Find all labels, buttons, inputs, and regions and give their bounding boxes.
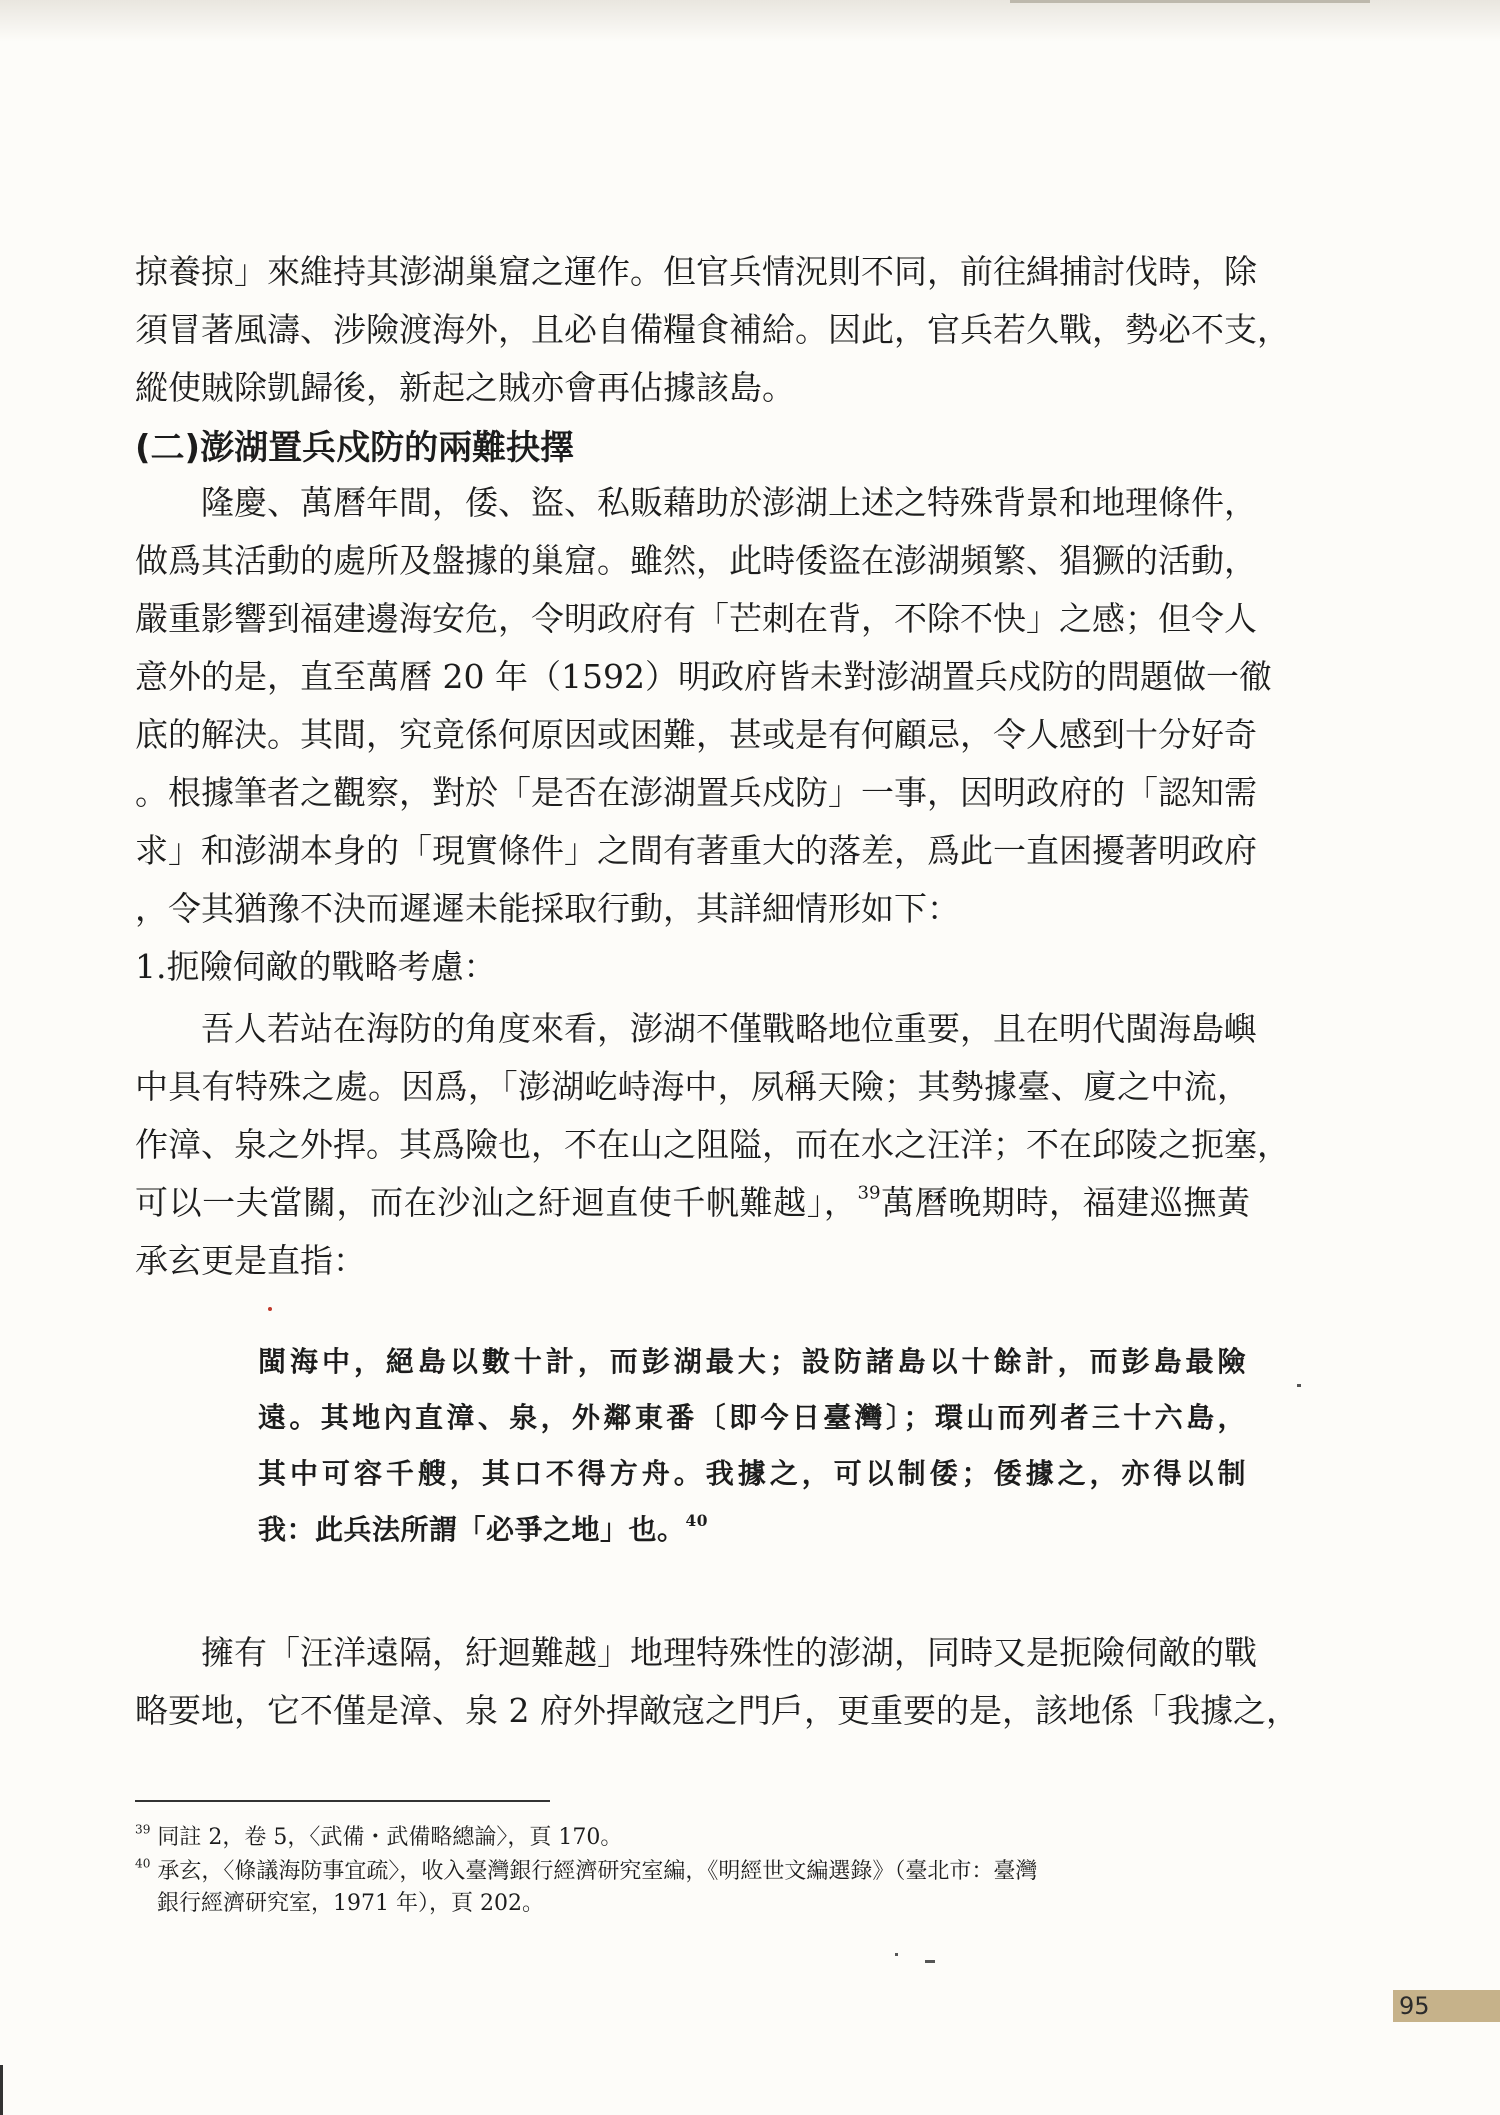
quote-segment: 我：此兵法所謂「必爭之地」也。 <box>258 1513 686 1546</box>
subheading <box>135 938 1250 996</box>
quote-line: 其中可容千艘，其口不得方舟。我據之，可以制倭；倭據之，亦得以制 <box>258 1457 1246 1490</box>
text-line: 做爲其活動的處所及盤據的巢窟。雖然，此時倭盜在澎湖頻繁、猖獗的活動， <box>135 541 1257 580</box>
text-line: 中具有特殊之處。因爲，「澎湖屹峙海中，夙稱天險；其勢據臺、廈之中流， <box>135 1067 1250 1106</box>
text-line: 作漳、泉之外捍。其爲險也，不在山之阻隘，而在水之汪洋；不在邱陵之扼塞， <box>135 1125 1290 1164</box>
quote-line <box>258 1502 1246 1558</box>
block-quote <box>258 1334 1246 1558</box>
text-line: ，令其猶豫不決而遲遲未能採取行動，其詳細情形如下： <box>135 889 960 928</box>
footnote-rule <box>135 1800 550 1802</box>
footnote-text-continued: 銀行經濟研究室，1971 年），頁 202。 <box>157 1891 544 1916</box>
footnote-number: 39 <box>135 1822 151 1837</box>
scan-edge-line <box>1010 0 1370 3</box>
scan-speck <box>925 1960 935 1963</box>
section-heading: (二)澎湖置兵戍防的兩難抉擇 <box>135 428 575 468</box>
text-line: 求」和澎湖本身的「現實條件」之間有著重大的落差，爲此一直困擾著明政府 <box>135 831 1257 870</box>
scan-speck <box>895 1953 898 1956</box>
footnote-text: 同註 2，卷 5，〈武備・武備略總論〉，頁 170。 <box>157 1825 623 1850</box>
footnote-number: 40 <box>135 1856 151 1871</box>
text-line: 掠養掠」來維持其澎湖巢窟之運作。但官兵情況則不同，前往緝捕討伐時，除 <box>135 252 1257 291</box>
paragraph-3 <box>135 1000 1290 1290</box>
quote-line: 閩海中，絕島以數十計，而彭湖最大；設防諸島以十餘計，而彭島最險 <box>258 1345 1246 1378</box>
footnote-ref-39[interactable]: 39 <box>857 1182 881 1204</box>
text-line: 略要地，它不僅是漳、泉 2 府外捍敵寇之門戶，更重要的是，該地係「我據之， <box>135 1691 1299 1730</box>
text-line <box>135 1174 1250 1232</box>
text-line: 須冒著風濤、涉險渡海外，且必自備糧食補給。因此，官兵若久戰，勢必不支， <box>135 310 1290 349</box>
text-segment: 可以一夫當關，而在沙汕之紆迴直使千帆難越」， <box>135 1183 858 1222</box>
text-line: 嚴重影響到福建邊海安危，令明政府有「芒刺在背，不除不快」之感；但令人 <box>135 599 1257 638</box>
footnote-39 <box>135 1822 1250 1854</box>
text-line: 吾人若站在海防的角度來看，澎湖不僅戰略地位重要，且在明代閩海島嶼 <box>201 1009 1257 1048</box>
footnote-40 <box>135 1856 1250 1920</box>
text-line: 底的解決。其間，究竟係何原因或困難，甚或是有何顧忌，令人感到十分好奇 <box>135 715 1257 754</box>
footnote-text: 承玄，〈條議海防事宜疏〉，收入臺灣銀行經濟研究室編，《明經世文編選錄》（臺北市：臺灣 <box>157 1859 1038 1884</box>
paragraph-2 <box>135 474 1272 938</box>
paragraph-1 <box>135 243 1290 417</box>
text-line: 縱使賊除凱歸後，新起之賊亦會再佔據該島。 <box>135 368 795 407</box>
text-line: 隆慶、萬曆年間，倭、盜、私販藉助於澎湖上述之特殊背景和地理條件， <box>201 483 1257 522</box>
text-line: 承玄更是直指： <box>135 1241 366 1280</box>
page-number: 95 <box>1393 1990 1500 2022</box>
scan-speck <box>268 1307 272 1311</box>
footnote-ref-40[interactable]: 40 <box>685 1511 708 1530</box>
text-line: 擁有「汪洋遠隔，紆迴難越」地理特殊性的澎湖，同時又是扼險伺敵的戰 <box>201 1633 1257 1672</box>
text-line: 意外的是，直至萬曆 20 年（1592）明政府皆未對澎湖置兵戍防的問題做一徹 <box>135 657 1272 696</box>
scan-speck <box>1297 1384 1301 1387</box>
text-line: 。根據筆者之觀察，對於「是否在澎湖置兵戍防」一事，因明政府的「認知需 <box>135 773 1257 812</box>
text-segment: 萬曆晚期時，福建巡撫黃 <box>880 1183 1251 1222</box>
subheading-text: 1.扼險伺敵的戰略考慮： <box>135 947 497 986</box>
quote-line: 遠。其地內直漳、泉，外鄰東番〔即今日臺灣〕；環山而列者三十六島， <box>258 1401 1246 1434</box>
paragraph-4 <box>135 1624 1299 1740</box>
page-top-shadow <box>0 0 1500 42</box>
scan-edge-line-left <box>0 2065 3 2115</box>
